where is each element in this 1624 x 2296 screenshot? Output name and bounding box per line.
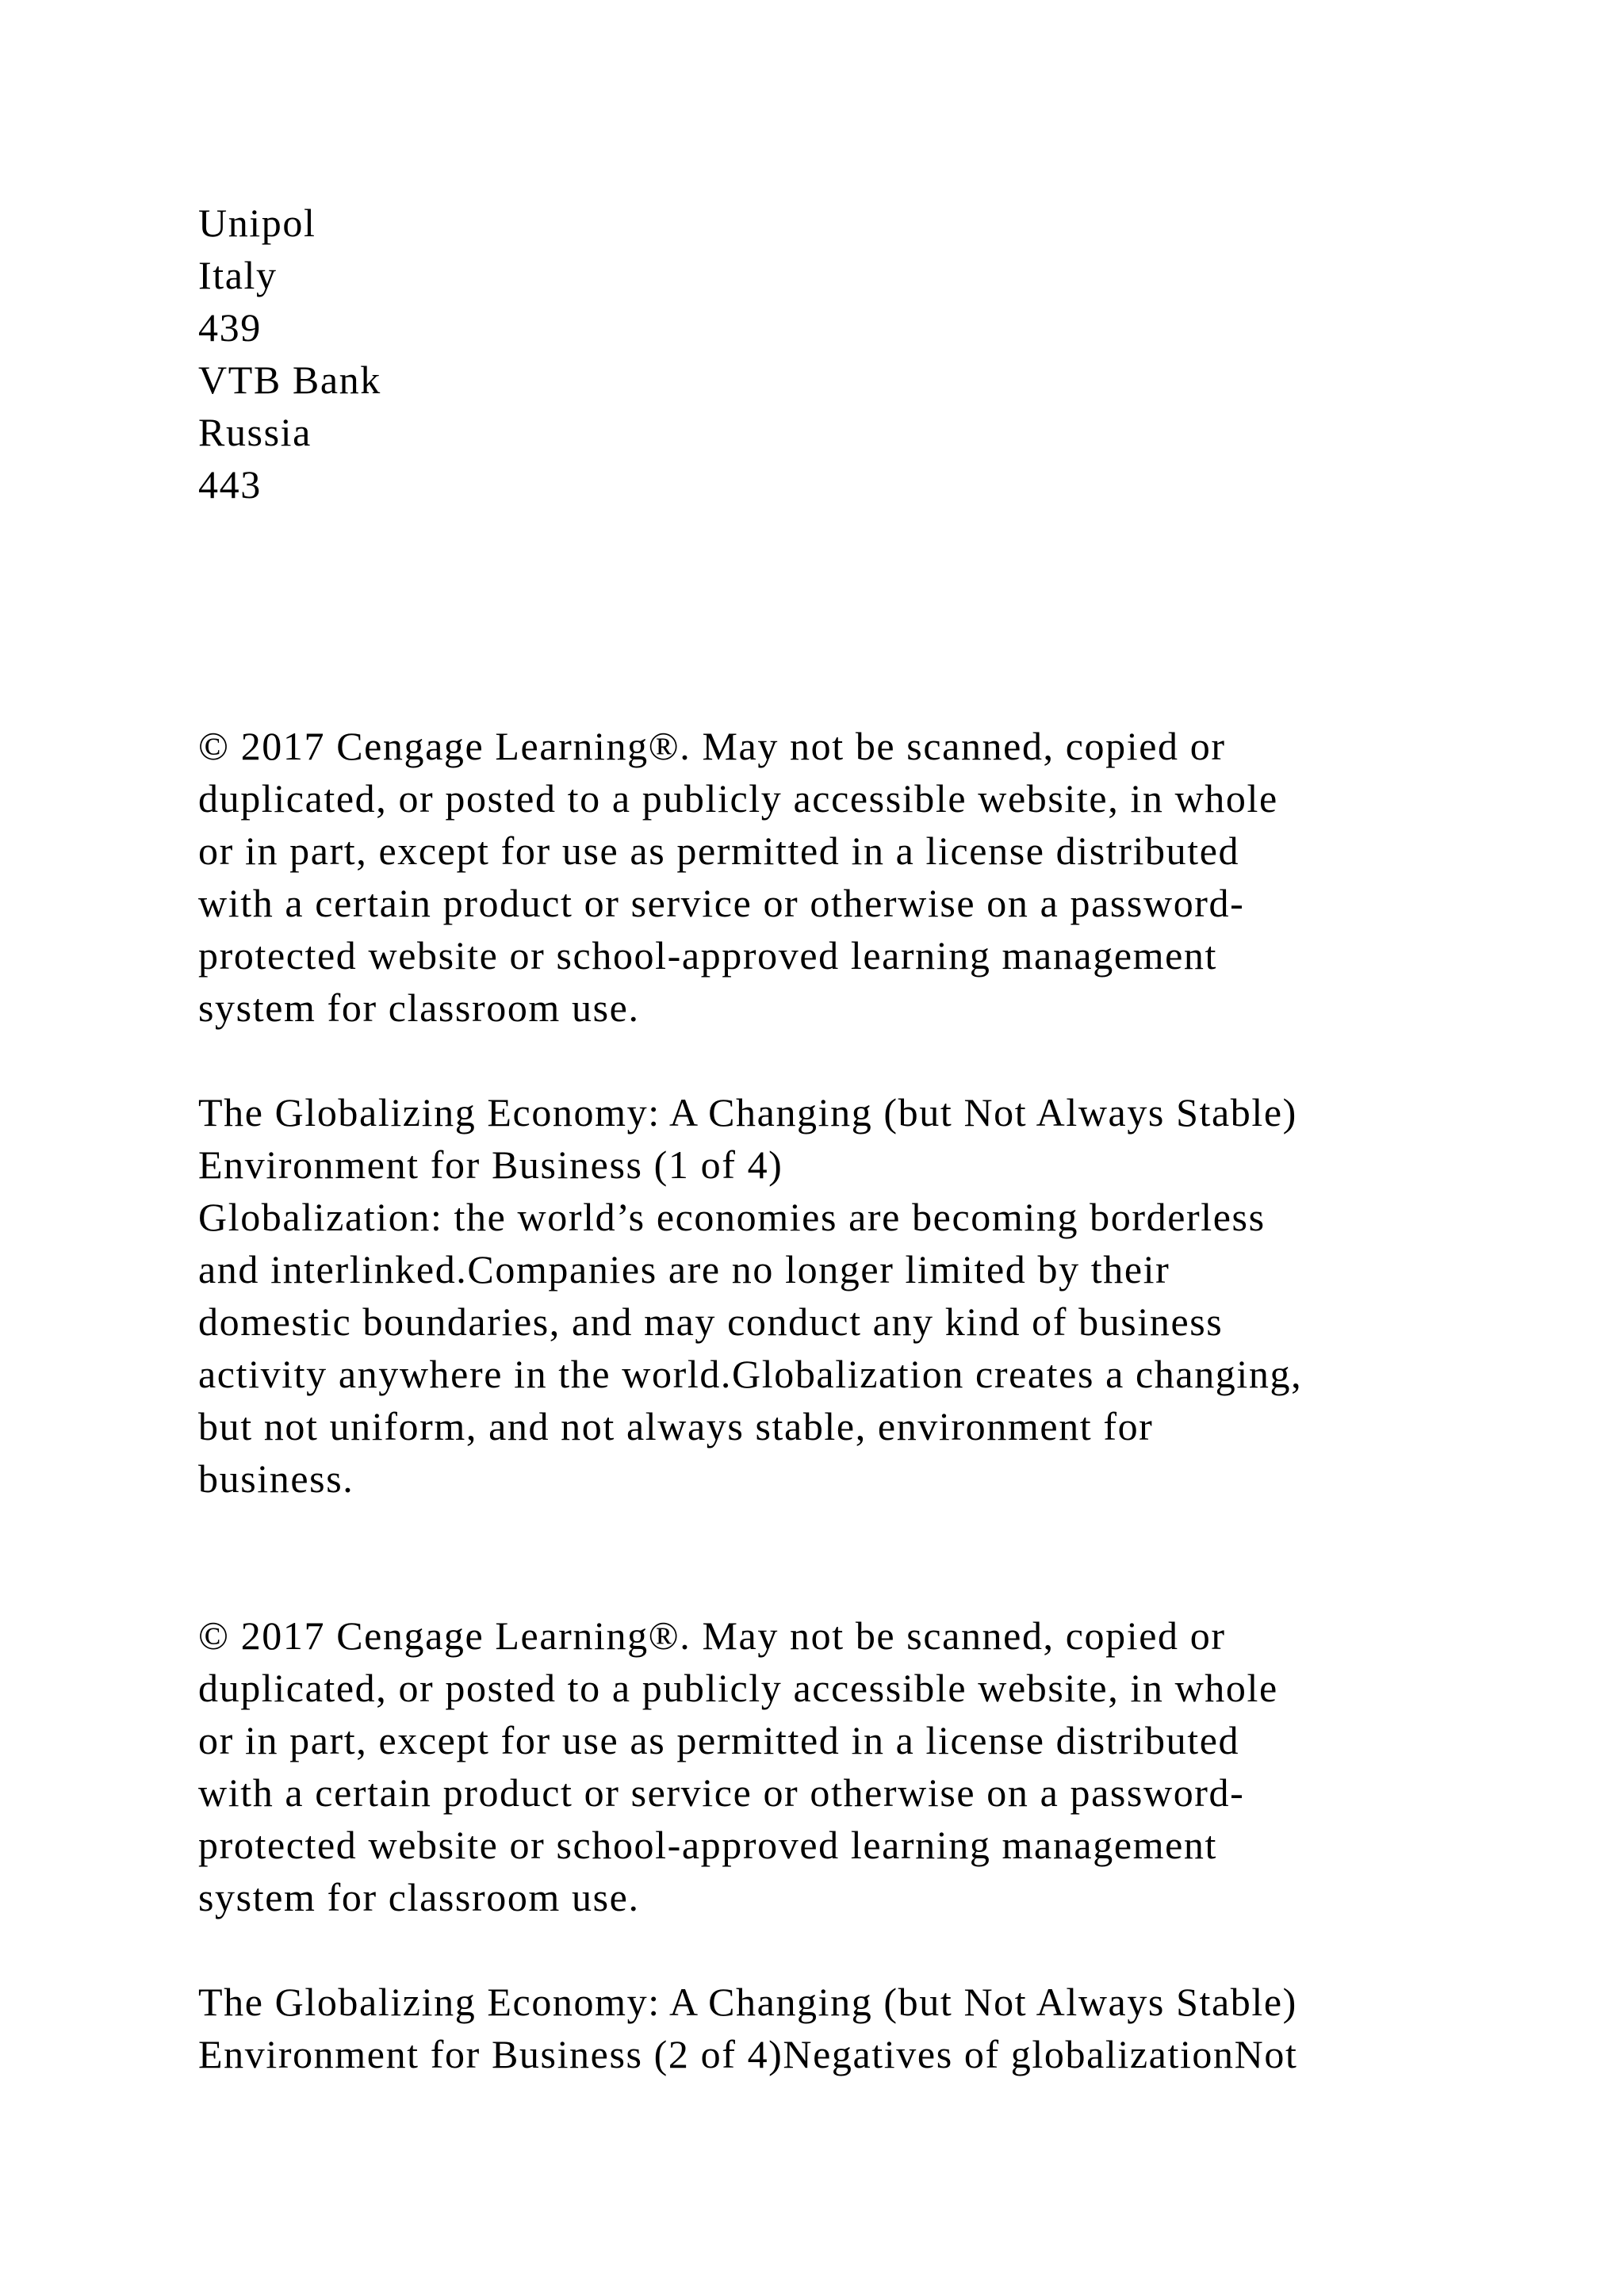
section-heading-line: The Globalizing Economy: A Changing (but Not Always Stable) bbox=[198, 1090, 1297, 1135]
copyright-line: duplicated, or posted to a publicly accessible website, in whole bbox=[198, 776, 1278, 821]
copyright-line: protected website or school-approved learning management bbox=[198, 933, 1217, 978]
section-heading-line: The Globalizing Economy: A Changing (but Not Always Stable) bbox=[198, 1980, 1297, 2024]
copyright-line: protected website or school-approved learning management bbox=[198, 1823, 1217, 1867]
copyright-line: system for classroom use. bbox=[198, 1875, 640, 1919]
copyright-line: or in part, except for use as permitted in a license distributed bbox=[198, 1718, 1240, 1762]
list-item-country: Italy bbox=[198, 253, 278, 297]
body-text-line: activity anywhere in the world.Globalization creates a changing, bbox=[198, 1352, 1303, 1396]
body-text-line: but not uniform, and not always stable, environment for bbox=[198, 1404, 1154, 1448]
copyright-line: system for classroom use. bbox=[198, 985, 640, 1030]
body-text-line: domestic boundaries, and may conduct any kind of business bbox=[198, 1299, 1224, 1344]
copyright-line: or in part, except for use as permitted in a license distributed bbox=[198, 828, 1240, 873]
list-item-company: VTB Bank bbox=[198, 358, 381, 402]
section-heading-line: Environment for Business (1 of 4) bbox=[198, 1142, 783, 1187]
copyright-line: © 2017 Cengage Learning®. May not be scanned, copied or bbox=[198, 724, 1226, 768]
list-item-rank: 439 bbox=[198, 305, 262, 350]
copyright-line: duplicated, or posted to a publicly accessible website, in whole bbox=[198, 1666, 1278, 1710]
body-text-line: Globalization: the world’s economies are becoming borderless bbox=[198, 1195, 1266, 1239]
copyright-line: with a certain product or service or otherwise on a password- bbox=[198, 1770, 1245, 1815]
body-text-line: and interlinked.Companies are no longer limited by their bbox=[198, 1247, 1170, 1292]
section-heading-line: Environment for Business (2 of 4)Negatives of globalizationNot bbox=[198, 2032, 1298, 2076]
list-item-rank: 443 bbox=[198, 462, 262, 507]
copyright-line: © 2017 Cengage Learning®. May not be scanned, copied or bbox=[198, 1613, 1226, 1658]
body-text-line: business. bbox=[198, 1456, 354, 1501]
list-item-country: Russia bbox=[198, 410, 312, 454]
list-item-company: Unipol bbox=[198, 201, 316, 245]
copyright-line: with a certain product or service or otherwise on a password- bbox=[198, 881, 1245, 925]
